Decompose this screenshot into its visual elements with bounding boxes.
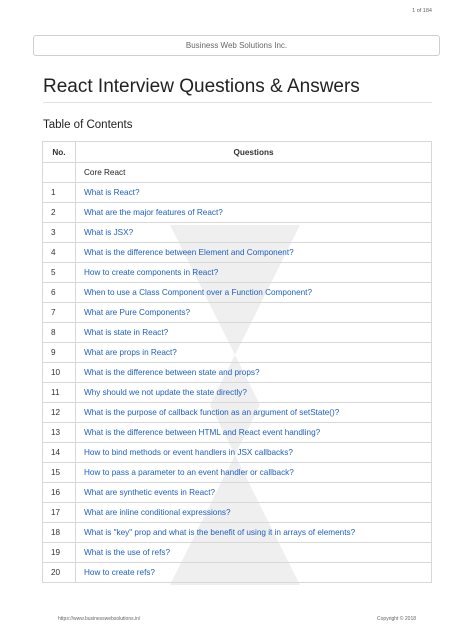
question-cell	[76, 343, 432, 363]
toc-table	[42, 141, 432, 583]
table-row	[43, 263, 432, 283]
row-number: 15	[43, 463, 76, 483]
row-number: 12	[43, 403, 76, 423]
table-row	[43, 203, 432, 223]
question-link[interactable]: What is the use of refs?	[84, 548, 171, 557]
footer-copyright: Copyright © 2018	[377, 616, 416, 622]
question-cell	[76, 523, 432, 543]
question-link[interactable]: How to create components in React?	[84, 268, 219, 277]
row-number: 4	[43, 243, 76, 263]
row-number: 6	[43, 283, 76, 303]
header-banner-text: Business Web Solutions Inc.	[185, 41, 288, 50]
title-divider	[43, 102, 432, 103]
row-number: 18	[43, 523, 76, 543]
question-link[interactable]: What is the difference between state and props?	[84, 368, 260, 377]
header-banner	[33, 35, 440, 56]
table-row	[43, 403, 432, 423]
table-row	[43, 363, 432, 383]
question-link[interactable]: What are inline conditional expressions?	[84, 508, 231, 517]
row-number: 13	[43, 423, 76, 443]
table-row	[43, 343, 432, 363]
table-row	[43, 223, 432, 243]
row-number: 16	[43, 483, 76, 503]
table-row	[43, 423, 432, 443]
question-cell	[76, 283, 432, 303]
question-link[interactable]: What is the purpose of callback function as an argument of setState()?	[84, 408, 340, 417]
col-header-questions: Questions	[76, 142, 432, 163]
page-number: 1 of 184	[412, 8, 432, 14]
question-link[interactable]: What are synthetic events in React?	[84, 488, 216, 497]
question-cell	[76, 223, 432, 243]
footer-url[interactable]: https://www.businesswebsolutions.in/	[58, 616, 141, 622]
question-cell	[76, 363, 432, 383]
table-row	[43, 243, 432, 263]
toc-header-row	[43, 142, 432, 163]
row-number: 8	[43, 323, 76, 343]
row-number: 7	[43, 303, 76, 323]
question-cell	[76, 443, 432, 463]
question-cell	[76, 403, 432, 423]
question-cell	[76, 323, 432, 343]
question-link[interactable]: What is the difference between Element and Component?	[84, 248, 294, 257]
table-row	[43, 443, 432, 463]
row-number: 14	[43, 443, 76, 463]
question-cell	[76, 183, 432, 203]
question-cell	[76, 503, 432, 523]
page-title: React Interview Questions & Answers	[43, 76, 360, 97]
row-number: 1	[43, 183, 76, 203]
row-number: 9	[43, 343, 76, 363]
table-row	[43, 483, 432, 503]
row-number: 19	[43, 543, 76, 563]
question-link[interactable]: What is React?	[84, 188, 140, 197]
question-link[interactable]: How to pass a parameter to an event handler or callback?	[84, 468, 294, 477]
row-number: 2	[43, 203, 76, 223]
table-row	[43, 183, 432, 203]
question-cell	[76, 263, 432, 283]
row-number: 10	[43, 363, 76, 383]
question-link[interactable]: What are props in React?	[84, 348, 177, 357]
table-row	[43, 283, 432, 303]
table-row	[43, 523, 432, 543]
question-cell	[76, 243, 432, 263]
section-row	[43, 163, 432, 183]
question-cell	[76, 543, 432, 563]
table-row	[43, 303, 432, 323]
question-link[interactable]: How to bind methods or event handlers in JSX callbacks?	[84, 448, 293, 457]
question-link[interactable]: What is state in React?	[84, 328, 169, 337]
row-number: 3	[43, 223, 76, 243]
table-row	[43, 463, 432, 483]
question-link[interactable]: What is the difference between HTML and React event handling?	[84, 428, 321, 437]
question-cell	[76, 423, 432, 443]
question-link[interactable]: What are Pure Components?	[84, 308, 191, 317]
question-cell	[76, 463, 432, 483]
question-cell	[76, 483, 432, 503]
question-cell	[76, 203, 432, 223]
table-row	[43, 383, 432, 403]
row-number: 11	[43, 383, 76, 403]
question-link[interactable]: When to use a Class Component over a Function Component?	[84, 288, 313, 297]
question-cell	[76, 563, 432, 583]
question-cell	[76, 303, 432, 323]
question-link[interactable]: What are the major features of React?	[84, 208, 223, 217]
table-row	[43, 503, 432, 523]
col-header-no: No.	[43, 142, 76, 163]
row-number: 17	[43, 503, 76, 523]
question-link[interactable]: How to create refs?	[84, 568, 155, 577]
table-row	[43, 323, 432, 343]
question-cell	[76, 383, 432, 403]
table-row	[43, 543, 432, 563]
question-link[interactable]: Why should we not update the state directly?	[84, 388, 247, 397]
table-row	[43, 563, 432, 583]
row-number: 5	[43, 263, 76, 283]
toc-heading: Table of Contents	[43, 119, 133, 131]
section-label: Core React	[76, 163, 432, 183]
row-number: 20	[43, 563, 76, 583]
question-link[interactable]: What is JSX?	[84, 228, 134, 237]
question-link[interactable]: What is "key" prop and what is the benefit of using it in arrays of elements?	[84, 528, 356, 537]
